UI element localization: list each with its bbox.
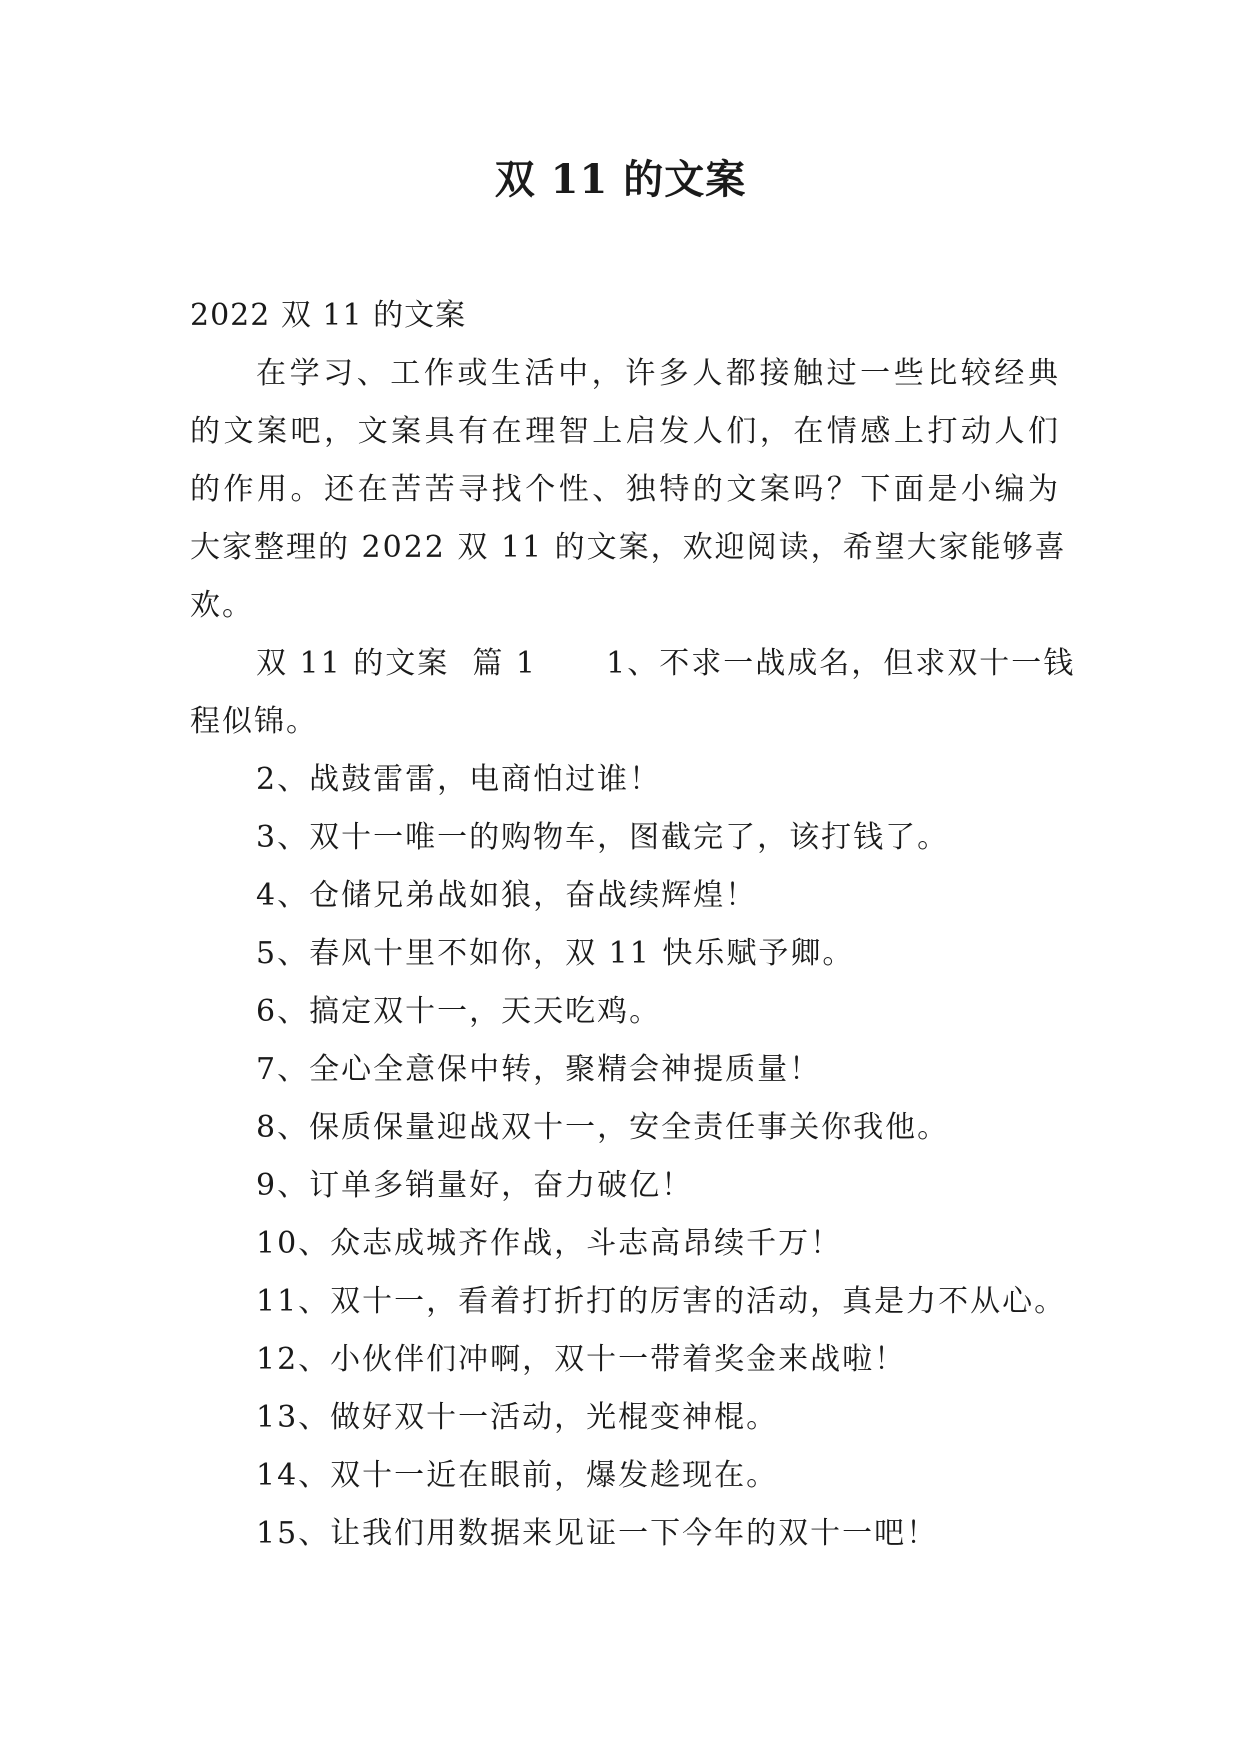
- intro-paragraph: [190, 345, 1067, 635]
- list-item: 9、订单多销量好，奋力破亿！: [256, 1168, 694, 1203]
- list-item: 6、搞定双十一，天天吃鸡。: [256, 994, 662, 1029]
- list-item: 14、双十一近在眼前，爆发趁现在。: [256, 1458, 779, 1493]
- intro-line: 欢。: [190, 588, 254, 623]
- intro-line: 的文案吧，文案具有在理智上启发人们，在情感上打动人们: [190, 414, 1060, 449]
- intro-line: 大家整理的 2022 双 11 的文案，欢迎阅读，希望大家能够喜: [190, 530, 1067, 565]
- document-body: [190, 287, 1076, 1563]
- list-item: 10、众志成城齐作战，斗志高昂续千万！: [256, 1226, 843, 1261]
- list-item: 12、小伙伴们冲啊，双十一带着奖金来战啦！: [256, 1342, 907, 1377]
- list-item: 7、全心全意保中转，聚精会神提质量！: [256, 1052, 822, 1087]
- list-item: 3、双十一唯一的购物车，图截完了，该打钱了。: [256, 820, 950, 855]
- slogan-list: [190, 751, 1067, 1563]
- list-item: 13、做好双十一活动，光棍变神棍。: [256, 1400, 779, 1435]
- intro-line: 的作用。还在苦苦寻找个性、独特的文案吗？下面是小编为: [190, 472, 1060, 507]
- intro-line: 在学习、工作或生活中，许多人都接触过一些比较经典: [256, 356, 1060, 391]
- list-item: 8、保质保量迎战双十一，安全责任事关你我他。: [256, 1110, 950, 1145]
- list-item: 5、春风十里不如你，双 11 快乐赋予卿。: [256, 936, 855, 971]
- section-line: 程似锦。: [190, 704, 318, 739]
- list-item: 4、仓储兄弟战如狼，奋战续辉煌！: [256, 878, 758, 913]
- section-heading-line: 双 11 的文案 篇 1 1、不求一战成名，但求双十一钱: [256, 646, 1076, 681]
- document-title: 双 11 的文案: [494, 156, 747, 203]
- document-subtitle: 2022 双 11 的文案: [190, 298, 467, 333]
- section-paragraph: [190, 635, 1076, 751]
- list-item: 11、双十一，看着打折打的厉害的活动，真是力不从心。: [256, 1284, 1067, 1319]
- list-item: 15、让我们用数据来见证一下今年的双十一吧！: [256, 1516, 939, 1551]
- list-item: 2、战鼓雷雷，电商怕过谁！: [256, 762, 662, 797]
